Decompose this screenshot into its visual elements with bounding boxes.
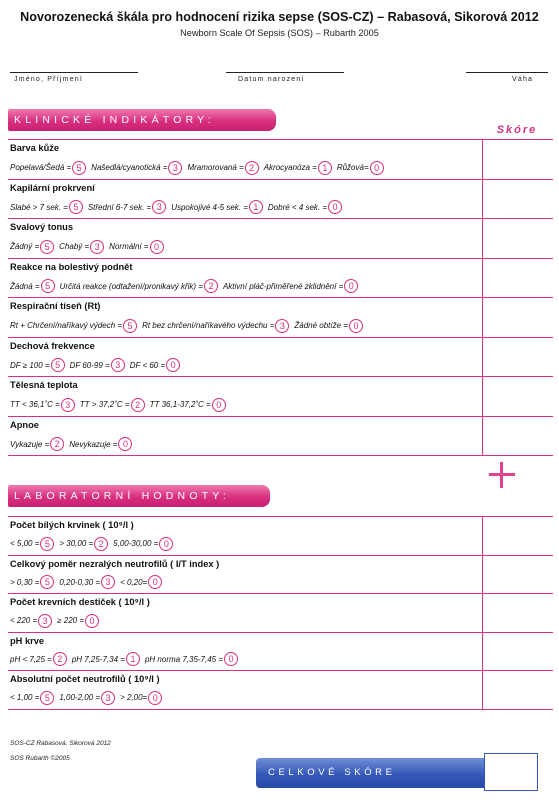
table-row <box>8 259 553 299</box>
score-option <box>10 358 65 372</box>
table-row <box>8 298 553 338</box>
option-text: pH 7,25-7,34 = <box>71 654 125 664</box>
score-value-circle[interactable]: 3 <box>101 691 115 705</box>
score-value-circle[interactable]: 0 <box>166 358 180 372</box>
option-text: Žádná = <box>10 281 40 291</box>
score-value-circle[interactable]: 0 <box>150 240 164 254</box>
score-option <box>294 319 363 333</box>
option-text: Slabé > 7 sek. = <box>10 202 68 212</box>
score-value-circle[interactable]: 0 <box>328 200 342 214</box>
options-line <box>10 614 104 628</box>
option-text: < 5,00 = <box>10 539 40 548</box>
birth-label: Datum narození <box>238 76 305 83</box>
option-text: Našedlá/cyanotická = <box>91 163 168 172</box>
score-header: Skóre <box>496 124 538 136</box>
score-cell[interactable] <box>482 219 553 258</box>
options-line <box>10 161 389 175</box>
score-value-circle[interactable]: 0 <box>85 614 99 628</box>
score-option <box>10 161 86 175</box>
category-label: Tělesná teplota <box>10 380 78 390</box>
category-label: Apnoe <box>10 419 39 430</box>
score-cell[interactable] <box>482 594 553 632</box>
score-option <box>10 398 75 412</box>
option-text: DF < 60 = <box>129 360 166 370</box>
category-label: Barva kůže <box>10 143 60 153</box>
score-value-circle[interactable]: 0 <box>344 279 358 293</box>
option-text: TT > 37,2˚C = <box>79 400 130 409</box>
weight-line[interactable] <box>466 72 548 73</box>
score-value-circle[interactable]: 3 <box>111 358 125 372</box>
category-label: Reakce na bolestivý podnět <box>10 261 133 272</box>
options-line <box>10 437 137 451</box>
score-option <box>150 398 226 412</box>
category-label: pH krve <box>10 635 45 646</box>
score-value-circle[interactable]: 3 <box>275 319 289 333</box>
score-option <box>145 652 238 666</box>
score-option <box>264 161 332 175</box>
score-option <box>130 358 180 372</box>
footer-credit-1: SOS-CZ Rabasová, Sikorová 2012 <box>10 740 111 747</box>
score-value-circle[interactable]: 2 <box>245 161 259 175</box>
lab-banner: LABORATORNÍ HODNOTY: <box>8 485 270 507</box>
score-option <box>10 437 64 451</box>
option-text: TT 36,1-37,2˚C = <box>149 400 211 409</box>
category-label: Svalový tonus <box>10 222 74 232</box>
options-line <box>10 652 243 666</box>
options-line <box>10 575 167 589</box>
score-value-circle[interactable]: 0 <box>212 398 226 412</box>
score-value-circle[interactable]: 5 <box>72 161 86 175</box>
score-option <box>10 279 55 293</box>
option-text: Žádné obtíže = <box>294 321 348 330</box>
plus-icon <box>489 462 515 488</box>
table-row <box>8 180 553 220</box>
options-line <box>10 319 368 333</box>
page-subtitle: Newborn Scale Of Sepsis (SOS) – Rubarth 2005 <box>180 28 379 38</box>
score-option <box>10 537 54 551</box>
score-option <box>10 652 67 666</box>
score-value-circle[interactable]: 5 <box>40 240 54 254</box>
option-text: Uspokojivé 4-5 sek. = <box>171 202 248 212</box>
score-cell[interactable] <box>482 517 553 555</box>
option-text: > 30,00 = <box>59 539 94 548</box>
options-line <box>10 537 178 551</box>
category-label: Dechová frekvence <box>10 340 95 351</box>
score-value-circle[interactable]: 5 <box>69 200 83 214</box>
score-cell[interactable] <box>482 338 553 377</box>
table-row <box>8 556 553 595</box>
score-option <box>142 319 289 333</box>
score-cell[interactable] <box>482 556 553 594</box>
score-option <box>10 614 52 628</box>
option-text: Dobré < 4 sek. = <box>267 202 328 212</box>
clinical-table <box>8 139 553 456</box>
score-option <box>120 575 162 589</box>
option-text: Rt + Chrčení/naříkavý výdech = <box>10 321 123 330</box>
option-text: ≥ 220 = <box>57 616 84 625</box>
options-line <box>10 691 167 705</box>
score-value-circle[interactable]: 2 <box>204 279 218 293</box>
option-text: 1,00-2,00 = <box>59 693 101 702</box>
score-option <box>70 358 125 372</box>
score-cell[interactable] <box>482 180 553 219</box>
category-label: Počet krevních destiček ( 10⁹/l ) <box>10 597 150 607</box>
score-value-circle[interactable]: 5 <box>123 319 137 333</box>
score-option <box>113 537 173 551</box>
score-value-circle[interactable]: 3 <box>38 614 52 628</box>
option-text: Mramorovaná = <box>187 163 244 172</box>
score-value-circle[interactable]: 3 <box>168 161 182 175</box>
score-value-circle[interactable]: 0 <box>148 575 162 589</box>
score-option <box>187 161 258 175</box>
score-value-circle[interactable]: 0 <box>159 537 173 551</box>
score-value-circle[interactable]: 0 <box>224 652 238 666</box>
table-row <box>8 633 553 672</box>
weight-label: Váha <box>512 76 534 83</box>
total-score-box[interactable] <box>484 753 538 791</box>
score-value-circle[interactable]: 1 <box>318 161 332 175</box>
score-option <box>72 652 140 666</box>
score-option <box>109 240 163 254</box>
category-label: Respirační tíseň (Rt) <box>10 301 101 311</box>
options-line <box>10 240 169 254</box>
option-text: > 2,00= <box>120 693 148 702</box>
option-text: DF 60-99 = <box>69 360 110 370</box>
score-value-circle[interactable]: 2 <box>94 537 108 551</box>
category-label: Počet bílých krvinek ( 10⁹/l ) <box>10 520 134 530</box>
score-option <box>59 240 104 254</box>
score-option <box>60 279 218 293</box>
score-value-circle[interactable]: 1 <box>126 652 140 666</box>
option-text: 5,00-30,00 = <box>113 539 159 548</box>
score-value-circle[interactable]: 5 <box>41 279 55 293</box>
option-text: Popelavá/Šedá = <box>10 163 72 172</box>
option-text: Střední 6-7 sek. = <box>87 202 152 212</box>
table-row <box>8 219 553 259</box>
score-value-circle[interactable]: 3 <box>61 398 75 412</box>
table-row <box>8 140 553 180</box>
options-line <box>10 358 185 372</box>
option-text: Nevykazuje = <box>69 439 118 449</box>
score-option <box>337 161 384 175</box>
option-text: Aktivní pláč-přiměřené zklidnění = <box>222 281 344 291</box>
score-value-circle[interactable]: 2 <box>50 437 64 451</box>
clinical-banner: KLINICKÉ INDIKÁTORY: <box>8 109 276 131</box>
table-row <box>8 671 553 710</box>
score-option <box>120 691 162 705</box>
score-value-circle[interactable]: 3 <box>152 200 166 214</box>
score-value-circle[interactable]: 5 <box>40 537 54 551</box>
option-text: < 0,20= <box>120 577 148 587</box>
score-option <box>80 398 145 412</box>
table-row <box>8 594 553 633</box>
category-label: Absolutní počet neutrofilů ( 10⁹/l ) <box>10 674 160 684</box>
score-value-circle[interactable]: 2 <box>131 398 145 412</box>
score-cell[interactable] <box>482 259 553 298</box>
options-line <box>10 200 347 214</box>
option-text: Růžová= <box>336 163 369 172</box>
score-value-circle[interactable]: 0 <box>349 319 363 333</box>
option-text: Normální = <box>109 242 149 251</box>
score-value-circle[interactable]: 0 <box>148 691 162 705</box>
score-option <box>59 537 108 551</box>
option-text: > 0,30 = <box>10 577 40 587</box>
score-option <box>59 691 115 705</box>
score-option <box>57 614 99 628</box>
score-cell[interactable] <box>482 298 553 337</box>
score-option <box>10 691 54 705</box>
score-value-circle[interactable]: 3 <box>101 575 115 589</box>
option-text: 0,20-0,30 = <box>59 577 101 587</box>
category-label: Kapilární prokrvení <box>10 182 95 193</box>
option-text: Určitá reakce (odtažení/pronikavý křik) = <box>59 281 203 291</box>
table-row <box>8 417 553 457</box>
score-option <box>59 575 115 589</box>
option-text: TT < 36,1˚C = <box>10 400 60 409</box>
option-text: Vykazuje = <box>10 439 50 449</box>
score-option <box>91 161 182 175</box>
score-option <box>223 279 358 293</box>
score-value-circle[interactable]: 5 <box>40 575 54 589</box>
option-text: Chabý = <box>59 242 90 251</box>
footer-credit-2: SOS Rubarth ©2005 <box>10 755 70 762</box>
table-row <box>8 377 553 417</box>
score-value-circle[interactable]: 3 <box>90 240 104 254</box>
option-text: Akrocyanóza = <box>263 163 317 172</box>
option-text: pH < 7,25 = <box>10 654 52 664</box>
score-option <box>10 319 137 333</box>
option-text: < 1,00 = <box>10 693 40 702</box>
option-text: Žádný = <box>10 242 40 251</box>
score-value-circle[interactable]: 0 <box>118 437 132 451</box>
option-text: Rt bez chrčení/naříkavého výdechu = <box>142 321 275 330</box>
birth-line[interactable] <box>226 72 344 73</box>
score-cell[interactable] <box>482 417 553 456</box>
options-line <box>10 398 231 412</box>
score-option <box>69 437 132 451</box>
score-option <box>10 240 54 254</box>
lab-table <box>8 516 553 710</box>
score-cell[interactable] <box>482 633 553 671</box>
options-line <box>10 279 363 293</box>
option-text: pH norma 7,35-7,45 = <box>144 654 224 664</box>
score-value-circle[interactable]: 5 <box>51 358 65 372</box>
score-cell[interactable] <box>482 671 553 709</box>
name-label: Jméno, Příjmení <box>14 76 83 83</box>
name-line[interactable] <box>10 72 138 73</box>
category-label: Celkový poměr nezralých neutrofilů ( I/T index ) <box>10 558 220 569</box>
option-text: DF ≥ 100 = <box>10 360 50 370</box>
score-value-circle[interactable]: 2 <box>53 652 67 666</box>
score-cell[interactable] <box>482 377 553 416</box>
table-row <box>8 338 553 378</box>
score-cell[interactable] <box>482 140 553 179</box>
score-option <box>171 200 263 214</box>
total-score-banner: CELKOVÉ SKÓRE <box>256 758 496 788</box>
score-value-circle[interactable]: 0 <box>370 161 384 175</box>
score-option <box>10 575 54 589</box>
score-value-circle[interactable]: 5 <box>40 691 54 705</box>
score-value-circle[interactable]: 1 <box>249 200 263 214</box>
score-option <box>10 200 83 214</box>
score-option <box>88 200 166 214</box>
option-text: < 220 = <box>10 616 38 625</box>
score-option <box>268 200 342 214</box>
table-row <box>8 517 553 556</box>
page-title: Novorozenecká škála pro hodnocení rizika sepse (SOS-CZ) – Rabasová, Sikorová 2012 <box>20 10 539 24</box>
